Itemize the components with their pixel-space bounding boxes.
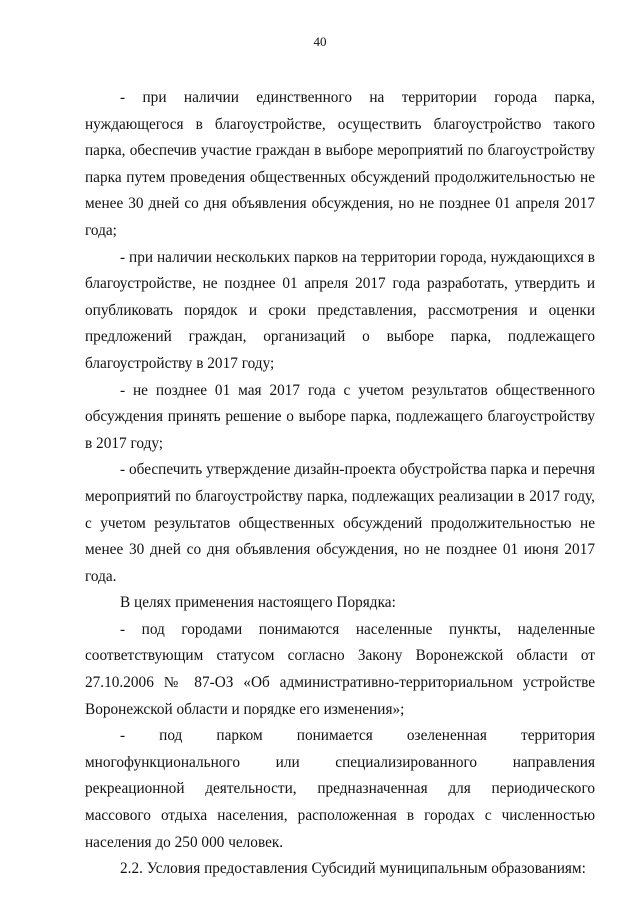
paragraph-multiple-parks: - при наличии нескольких парков на территории города, нуждающихся в благоустройстве, не позднее 01 апреля 2017 года разработать, утвердить и опубликовать порядок и сроки представления, рассмотрения и оценки предложений граждан, организаций о выборе парка, подлежащего благоустройству в 2017 году; xyxy=(85,248,595,372)
paragraph-definitions-intro: В целях применения настоящего Порядка: xyxy=(120,594,396,612)
paragraph-park-decision: - не позднее 01 мая 2017 года с учетом результатов общественного обсуждения принять решение о выборе парка, подлежащего благоустройству в 2017 году; xyxy=(85,381,595,452)
paragraph-design-project: - обеспечить утверждение дизайн-проекта обустройства парка и перечня мероприятий по благоустройству парка, подлежащих реализации в 2017 году, с учетом результатов общественных обсуждений продолжительностью не менее 30 дней со дня объявления обсуждения, но не позднее 01 июня 2017 года. xyxy=(85,461,595,585)
paragraph-subsidy-conditions: 2.2. Условия предоставления Субсидий муниципальным образованиям: xyxy=(120,860,586,878)
document-body xyxy=(85,85,595,883)
page-number: 40 xyxy=(313,34,327,49)
paragraph-city-definition: - под городами понимаются населенные пункты, наделенные соответствующим статусом согласно Закону Воронежской области от 27.10.2006 № 87-ОЗ «Об административно-территориальном устройстве Воронежской области и порядке его изменения»; xyxy=(85,620,595,718)
paragraph-single-park: - при наличии единственного на территории города парка, нуждающегося в благоустройстве, осуществить благоустройство такого парка, обеспечив участие граждан в выборе мероприятий по благоустройству парка путем проведения общественных обсуждений продолжительностью не менее 30 дней со дня объявления обсуждения, но не позднее 01 апреля 2017 года; xyxy=(85,89,595,239)
paragraph-park-definition: - под парком понимается озелененная территория многофункционального или специализированного направления рекреационной деятельности, предназначенная для периодического массового отдыха населения, расположенная в городах с численностью населения до 250 000 человек. xyxy=(85,727,595,851)
